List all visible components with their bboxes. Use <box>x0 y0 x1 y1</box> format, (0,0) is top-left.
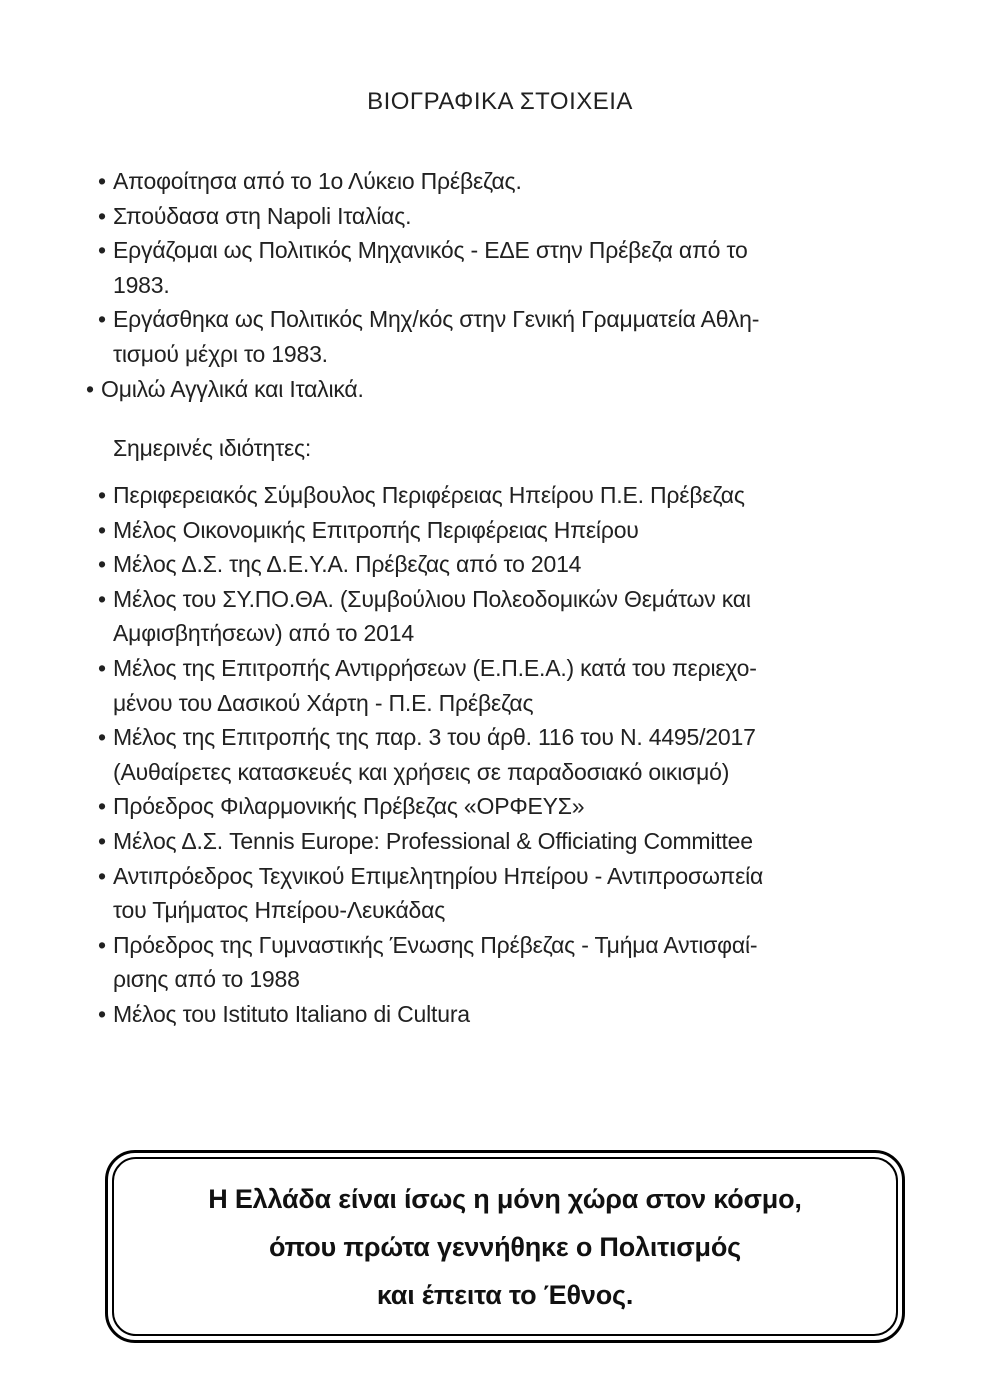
bullet-icon: • <box>98 654 107 681</box>
bullet-icon: • <box>86 375 95 402</box>
bullet-icon: • <box>98 827 107 854</box>
text-line: Σπούδασα στη Napoli Ιταλίας. <box>113 202 412 229</box>
text-line: Μέλος Οικονομικής Επιτροπής Περιφέρειας Ηπείρου <box>113 516 639 543</box>
list-item <box>98 199 978 234</box>
text-line: Αμφισβητήσεων) από το 2014 <box>113 620 414 647</box>
bullet-icon: • <box>98 724 107 751</box>
list-item-text <box>101 372 978 407</box>
list-item-text <box>113 928 978 997</box>
bullet-icon: • <box>98 585 107 612</box>
list-item <box>98 164 978 199</box>
list-item <box>98 547 978 582</box>
section-heading: Σημερινές ιδιότητες: <box>113 435 312 461</box>
bullet-icon: • <box>98 306 107 333</box>
text-line: Αποφοίτησα από το 1ο Λύκειο Πρέβεζας. <box>113 168 522 194</box>
bullet-icon: • <box>98 931 107 958</box>
list-item <box>98 997 978 1032</box>
quote-line: όπου πρώτα γεννήθηκε ο Πολιτισμός <box>269 1231 741 1262</box>
list-item-text <box>113 233 978 302</box>
bullet-icon: • <box>98 551 107 578</box>
text-line: 1983. <box>113 271 170 298</box>
list-item <box>98 928 978 997</box>
list-item-text <box>113 824 978 859</box>
quote-line: Η Ελλάδα είναι ίσως η μόνη χώρα στον κόσμο, <box>208 1183 802 1214</box>
quote-text <box>114 1175 896 1319</box>
list-item <box>98 582 978 651</box>
quote-box-inner-border <box>112 1157 898 1336</box>
text-line: (Αυθαίρετες κατασκευές και χρήσεις σε παραδοσιακό οικισμό) <box>113 758 730 785</box>
text-line: Μέλος της Επιτροπής Αντιρρήσεων (Ε.Π.Ε.Α.) κατά του περιεχο- <box>113 654 757 681</box>
list-item <box>98 233 978 302</box>
list-item <box>98 513 978 548</box>
text-line: Μέλος της Επιτροπής της παρ. 3 του άρθ. 116 του Ν. 4495/2017 <box>113 724 756 751</box>
list-item-text <box>113 582 978 651</box>
list-item <box>86 372 978 407</box>
text-line: Περιφερειακός Σύμβουλος Περιφέρειας Ηπείρου Π.Ε. Πρέβεζας <box>113 482 745 508</box>
text-line: Ομιλώ Αγγλικά και Ιταλικά. <box>101 375 364 402</box>
list-item-text <box>113 199 978 234</box>
text-line: τισμού μέχρι το 1983. <box>113 340 328 367</box>
text-line: Μέλος Δ.Σ. της Δ.Ε.Υ.Α. Πρέβεζας από το 2014 <box>113 551 582 578</box>
quote-box <box>105 1150 905 1343</box>
text-line: Πρόεδρος Φιλαρμονικής Πρέβεζας «ΟΡΦΕΥΣ» <box>113 793 585 820</box>
bullet-icon: • <box>98 516 107 543</box>
list-item <box>98 651 978 720</box>
list-item-text <box>113 997 978 1032</box>
list-item <box>98 789 978 824</box>
bullet-icon: • <box>98 793 107 820</box>
text-line: του Τμήματος Ηπείρου-Λευκάδας <box>113 897 446 924</box>
roles-list <box>98 478 978 1032</box>
bullet-icon: • <box>98 237 107 264</box>
list-item <box>98 302 978 371</box>
bullet-icon: • <box>98 862 107 889</box>
bullet-icon: • <box>98 1000 107 1027</box>
list-item <box>98 720 978 789</box>
list-item-text <box>113 859 978 928</box>
bullet-icon: • <box>98 202 107 229</box>
list-item <box>98 859 978 928</box>
bio-list <box>86 164 978 406</box>
list-item-text <box>113 547 978 582</box>
text-line: ρισης από το 1988 <box>113 966 300 993</box>
text-line: Πρόεδρος της Γυμναστικής Ένωσης Πρέβεζας - Τμήμα Αντισφαί- <box>113 931 758 958</box>
text-line: Αντιπρόεδρος Τεχνικού Επιμελητηρίου Ηπείρου - Αντιπροσωπεία <box>113 862 764 889</box>
page-title: ΒΙΟΓΡΑΦΙΚΑ ΣΤΟΙΧΕΙΑ <box>367 88 633 115</box>
list-item <box>98 478 978 513</box>
text-line: Μέλος Δ.Σ. Tennis Europe: Professional & Officiating Committee <box>113 827 753 854</box>
bullet-icon: • <box>98 168 107 194</box>
text-line: Μέλος του ΣΥ.ΠΟ.ΘΑ. (Συμβούλιου Πολεοδομικών Θεμάτων και <box>113 585 751 612</box>
list-item <box>98 824 978 859</box>
list-item-text <box>113 720 978 789</box>
text-line: Εργάζομαι ως Πολιτικός Μηχανικός - ΕΔΕ στην Πρέβεζα από το <box>113 237 748 264</box>
list-item-text <box>113 513 978 548</box>
quote-line: και έπειτα το Έθνος. <box>376 1279 634 1310</box>
text-line: μένου του Δασικού Χάρτη - Π.Ε. Πρέβεζας <box>113 689 534 716</box>
list-item-text <box>113 478 978 513</box>
text-line: Μέλος του Istituto Italiano di Cultura <box>113 1000 470 1027</box>
list-item-text <box>113 789 978 824</box>
list-item-text <box>113 302 978 371</box>
list-item-text <box>113 651 978 720</box>
text-line: Εργάσθηκα ως Πολιτικός Μηχ/κός στην Γενική Γραμματεία Αθλη- <box>113 306 760 333</box>
bullet-icon: • <box>98 482 107 508</box>
list-item-text <box>113 164 978 199</box>
